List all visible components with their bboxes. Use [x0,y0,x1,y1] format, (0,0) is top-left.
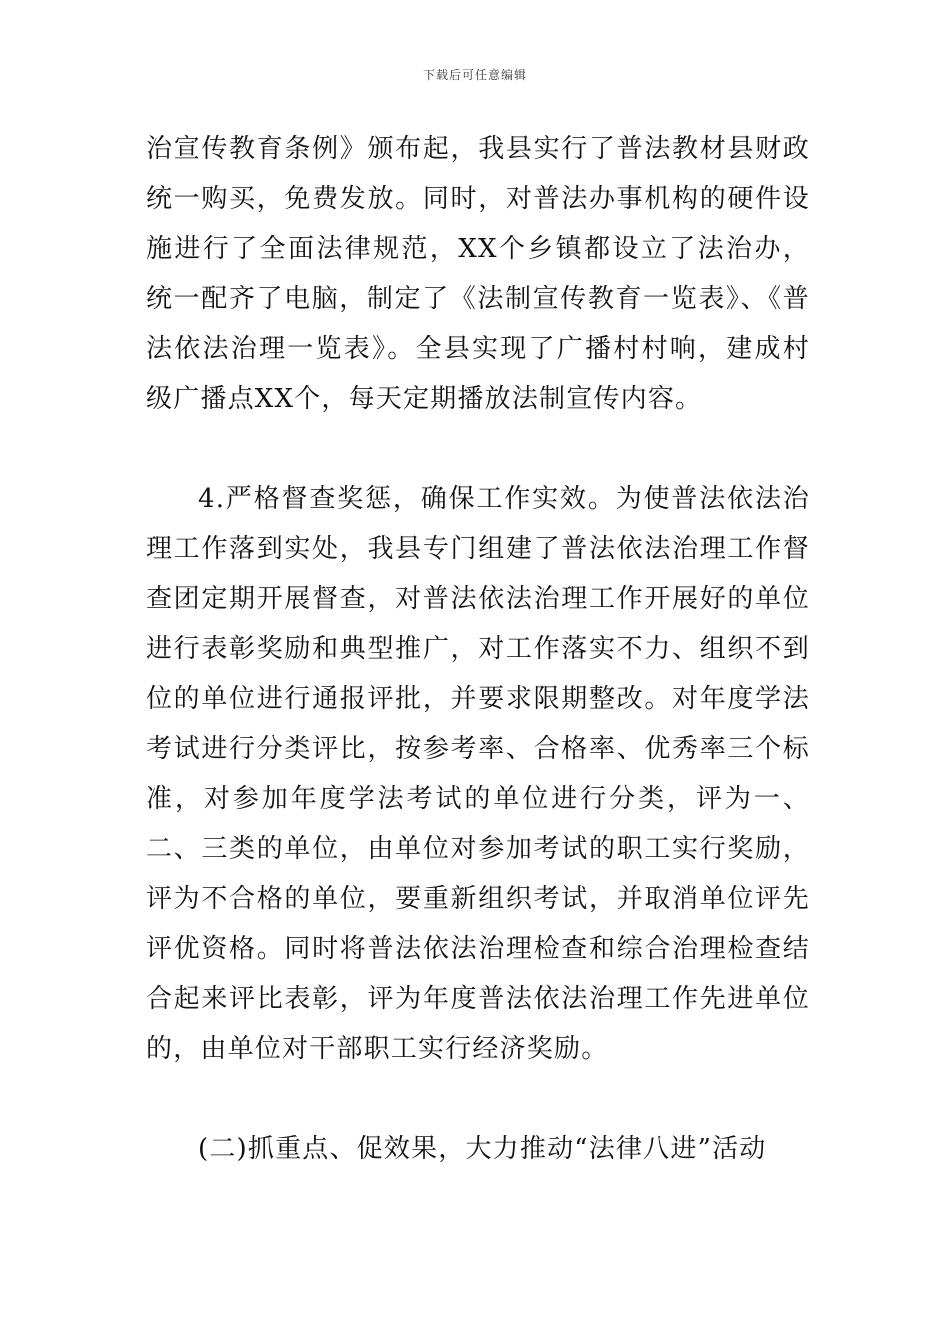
document-body [146,124,810,1174]
section-heading-2: (二)抓重点、促效果，大力推动“法律八进”活动 [198,1134,767,1164]
paragraph-continuation: 治宣传教育条例》颁布起，我县实行了普法教材县财政统一购买，免费发放。同时，对普法办事机构的硬件设施进行了全面法律规范，XX个乡镇都设立了法治办，统一配齐了电脑，制定了《法制宣传教育一览表》、《普法依法治理一览表》。全县实现了广播村村响，建成村级广播点XX个，每天定期播放法制宣传内容。 [146,134,810,414]
header-note: 下载后可任意编辑 [422,68,527,82]
paragraph-item-4: 4.严格督查奖惩，确保工作实效。为使普法依法治理工作落到实处，我县专门组建了普法依法治理工作督查团定期开展督查，对普法依法治理工作开展好的单位进行表彰奖励和典型推广，对工作落实不力、组织不到位的单位进行通报评批，并要求限期整改。对年度学法考试进行分类评比，按参考率、合格率、优秀率三个标准，对参加年度学法考试的单位进行分类，评为一、二、三类的单位，由单位对参加考试的职工实行奖励，评为不合格的单位，要重新组织考试，并取消单位评先评优资格。同时将普法依法治理检查和综合治理检查结合起来评比表彰，评为年度普法依法治理工作先进单位的，由单位对干部职工实行经济奖励。 [146,484,810,1064]
